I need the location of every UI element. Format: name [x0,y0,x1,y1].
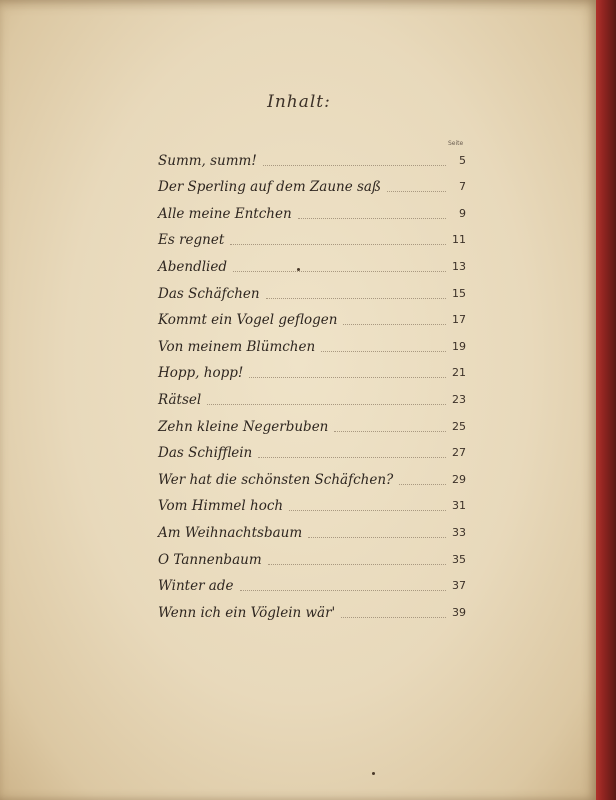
toc-entry [158,143,466,170]
leader-dots [387,190,446,192]
toc-entry-title: Wenn ich ein Vöglein wär' [158,604,336,621]
toc-entry-page: 19 [452,339,466,353]
toc-entry-title: Hopp, hopp! [158,365,244,382]
toc-entry [158,595,466,622]
page-title: Inhalt: [267,92,331,112]
toc-entry-page: 5 [459,153,466,167]
toc-entry [158,436,466,463]
toc-entry-title: Der Sperling auf dem Zaune saß [158,179,382,196]
toc-entry-page: 9 [459,206,466,220]
leader-dots [399,483,446,485]
page-column-label: Seite [448,140,464,147]
toc-entry-title: Alle meine Entchen [158,205,292,222]
toc-entry-title: Kommt ein Vogel geflogen [158,312,338,329]
leader-dots [308,536,446,538]
toc-entry [158,223,466,250]
toc-entry [158,542,466,569]
toc-entry [158,515,466,542]
toc-entry-title: Winter ade [158,578,234,595]
toc-entry-page: 27 [452,446,466,460]
toc-entry [158,409,466,436]
toc-entry-page: 11 [452,233,466,247]
toc-entry-title: Das Schäfchen [158,285,260,302]
toc-entry-page: 13 [452,259,466,273]
leader-dots [233,270,446,272]
toc-entry-title: Am Weihnachtsbaum [158,524,303,541]
leader-dots [334,430,446,432]
toc-entry-page: 23 [452,392,466,406]
toc-entry-page: 15 [452,286,466,300]
toc-entry-title: O Tannenbaum [158,551,262,568]
toc-entry [158,489,466,516]
toc-entry-title: Vom Himmel hoch [158,498,284,515]
toc-entry [158,329,466,356]
toc-entry-page: 25 [452,419,466,433]
toc-entry [158,356,466,383]
toc-entry [158,170,466,197]
toc-entry [158,276,466,303]
toc-entry-page: 29 [452,472,466,486]
toc-entry-title: Wer hat die schönsten Schäfchen? [158,471,394,488]
toc-entry-page: 7 [459,180,466,194]
leader-dots [266,297,446,299]
leader-dots [268,563,446,565]
paper-speck [297,268,300,271]
toc-entry [158,303,466,330]
leader-dots [321,350,446,352]
leader-dots [343,323,446,325]
paper-speck [372,772,375,775]
toc-entry-page: 31 [452,499,466,513]
leader-dots [230,243,446,245]
leader-dots [207,403,446,405]
toc-entry-title: Von meinem Blümchen [158,338,316,355]
toc-entry-title: Rätsel [158,391,202,408]
toc-entry [158,196,466,223]
toc-entry-page: 39 [452,605,466,619]
toc-entry [158,462,466,489]
toc-entry-page: 37 [452,579,466,593]
toc-entry [158,382,466,409]
table-of-contents [158,143,466,622]
leader-dots [298,217,446,219]
toc-entry-page: 35 [452,552,466,566]
toc-entry [158,249,466,276]
toc-entry [158,569,466,596]
toc-entry-page: 17 [452,313,466,327]
leader-dots [263,164,446,166]
toc-entry-title: Abendlied [158,258,227,275]
leader-dots [341,616,446,618]
leader-dots [249,376,446,378]
leader-dots [289,509,446,511]
toc-entry-page: 21 [452,366,466,380]
toc-entry-title: Zehn kleine Negerbuben [158,418,329,435]
toc-entry-page: 33 [452,525,466,539]
toc-entry-title: Das Schifflein [158,445,253,462]
leader-dots [258,456,446,458]
toc-entry-title: Summ, summ! [158,152,257,169]
toc-entry-title: Es regnet [158,232,225,249]
book-cover-edge [596,0,616,800]
leader-dots [240,589,447,591]
